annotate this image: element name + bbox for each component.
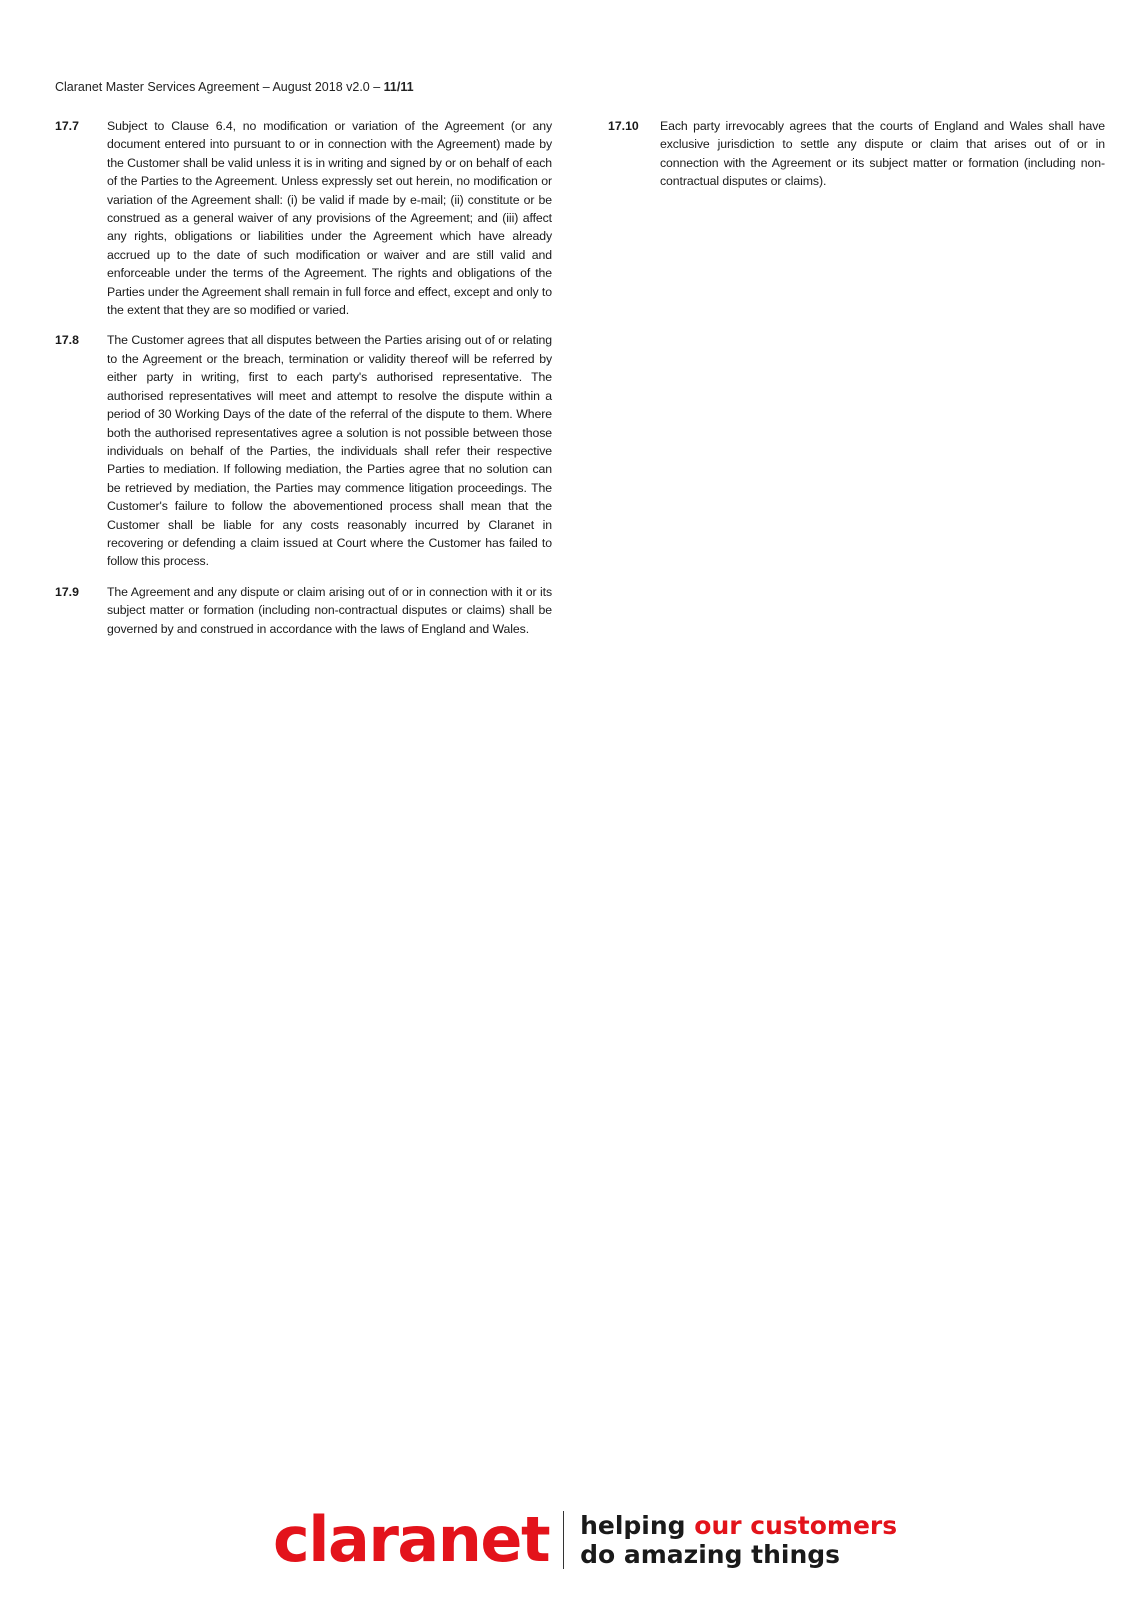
tagline (580, 1511, 897, 1569)
left-column (55, 117, 552, 650)
clause-number: 17.8 (55, 333, 79, 348)
footer-divider (563, 1511, 564, 1569)
clause-number: 17.7 (55, 119, 79, 133)
clause-text: Subject to Clause 6.4, no modification or variation of the Agreement (or any document entered into pursuant to or in connection with the Agreement) made by the Customer shall be valid unless it is in writing and signed by or on behalf of each of the Parties to the Agreement. Unless expressly set out herein, no modification or variation of the Agreement shall: (i) be valid if made by e-mail; (ii) constitute or be construed as a general waiver of any provisions of the Agreement; and (iii) affect any rights, obligations or liabilities under the Agreement which have already accrued up to the date of such modification or waiver and are still valid and enforceable under the terms of the Agreement. The rights and obligations of the Parties under the Agreement shall remain in full force and effect, except and only to the extent that they are so modified or varied. (107, 119, 552, 318)
clause-text: The Customer agrees that all disputes between the Parties arising out of or relating to the Agreement or the breach, termination or validity thereof will be referred by either party in writing, first to each party's authorised representative. The authorised representatives will meet and attempt to resolve the dispute within a period of 30 Working Days of the date of the referral of the dispute to them. Where both the authorised representatives agree a solution is not possible between those individuals on behalf of the Parties, the individuals shall refer their respective Parties to mediation. If following mediation, the Parties agree that no solution can be retrieved by mediation, the Parties may commence litigation proceedings. The Customer's failure to follow the abovementioned process shall mean that the Customer shall be liable for any costs reasonably incurred by Claranet in recovering or defending a claim issued at Court where the Customer has failed to follow this process. (107, 333, 552, 569)
clause-number: 17.9 (55, 584, 79, 599)
clause-17-9 (55, 583, 552, 638)
tagline-line-2: do amazing things (580, 1540, 841, 1569)
page-header (55, 80, 414, 94)
right-column (608, 117, 1105, 203)
page-number: 11/11 (383, 80, 414, 94)
document-title: Claranet Master Services Agreement – August 2018 v2.0 – (55, 80, 381, 94)
clause-17-8 (55, 331, 552, 570)
tagline-helping: helping (580, 1511, 686, 1540)
claranet-logo: claranet (273, 1503, 550, 1576)
tagline-our-customers: our customers (694, 1511, 898, 1540)
clause-17-7 (55, 117, 552, 319)
clause-text: Each party irrevocably agrees that the courts of England and Wales shall have exclusive jurisdiction to settle any dispute or claim that arises out of or in connection with the Agreement or its subject matter or formation (including non-contractual disputes or claims). (660, 119, 1105, 189)
tagline-line-1 (580, 1511, 897, 1540)
footer-branding (273, 1503, 898, 1576)
clause-17-10 (608, 117, 1105, 191)
clause-number: 17.10 (608, 119, 639, 133)
clause-text: The Agreement and any dispute or claim arising out of or in connection with it or its subject matter or formation (including non-contractual disputes or claims) shall be governed by and construed in accordance with the laws of England and Wales. (107, 584, 552, 636)
